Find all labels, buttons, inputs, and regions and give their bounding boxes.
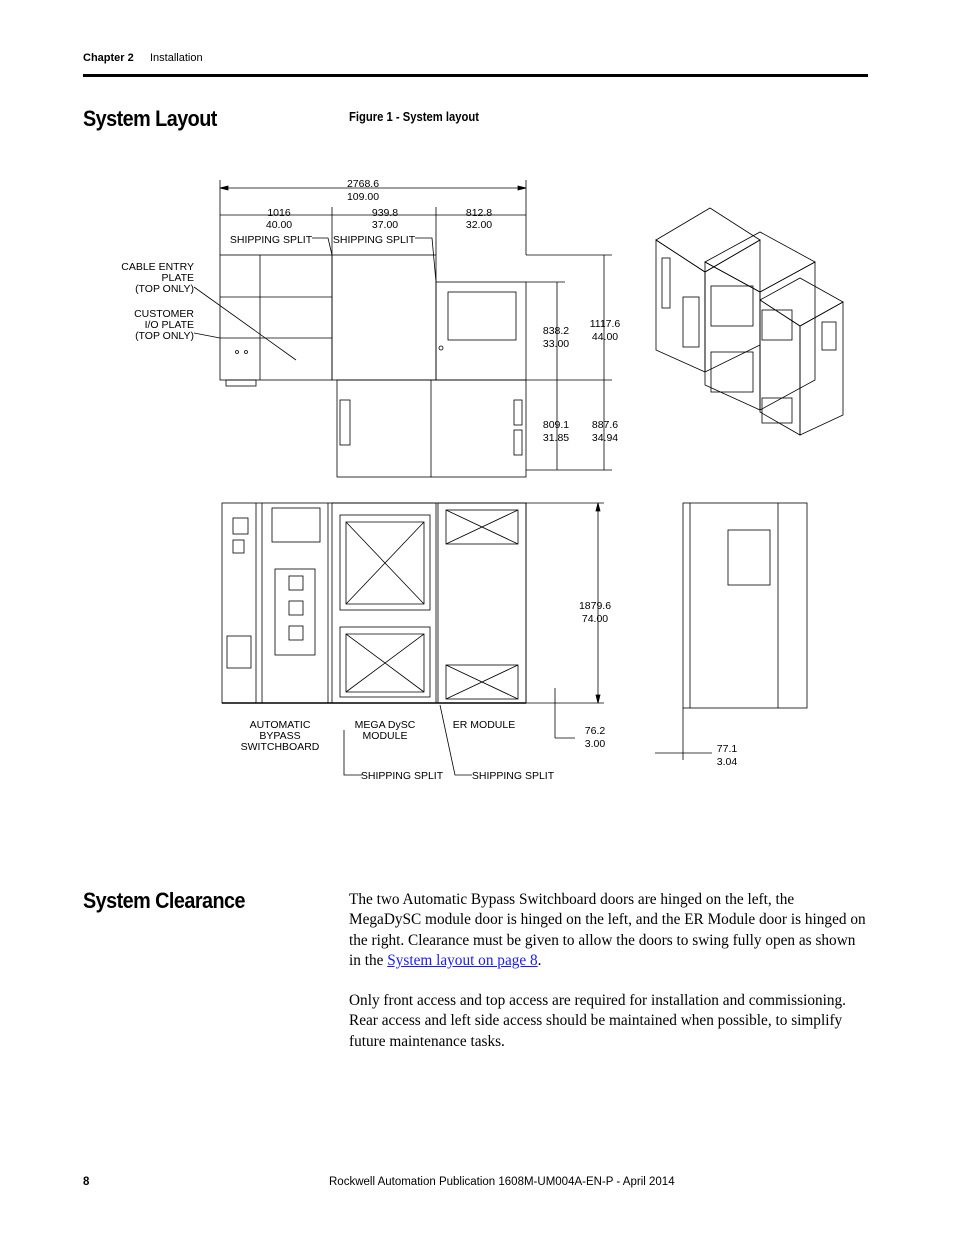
publication-footer: Rockwell Automation Publication 1608M-UM004A-EN-P - April 2014 <box>329 1176 675 1188</box>
customer-io-label-1: CUSTOMER <box>134 308 194 320</box>
dim-base-mm: 76.2 <box>584 725 606 737</box>
section-heading-system-layout: System Layout <box>83 106 217 131</box>
dim-seg2-mm: 939.8 <box>371 207 399 219</box>
dim-base-in: 3.00 <box>584 738 606 750</box>
cable-entry-label-2: PLATE <box>161 272 194 284</box>
paragraph-text-end: . <box>537 951 542 969</box>
abs-label-2: BYPASS <box>259 730 301 742</box>
isometric-view-drawing <box>656 208 843 435</box>
shipping-split-label-3: SHIPPING SPLIT <box>360 770 444 782</box>
mega-label-2: MODULE <box>362 730 408 742</box>
dim-height-in: 74.00 <box>581 613 609 625</box>
front-view-drawing <box>222 503 611 782</box>
dim-overall-mm: 2768.6 <box>346 178 380 190</box>
dim-door1-in: 31.85 <box>542 432 570 444</box>
dim-offset-mm: 77.1 <box>716 743 738 755</box>
dim-seg1-in: 40.00 <box>265 219 293 231</box>
shipping-split-label-2: SHIPPING SPLIT <box>332 234 416 246</box>
dim-height-mm: 1879.6 <box>578 600 612 612</box>
shipping-split-label-1: SHIPPING SPLIT <box>229 234 313 246</box>
shipping-split-label-4: SHIPPING SPLIT <box>471 770 555 782</box>
dim-depth2-mm: 1117.6 <box>589 318 621 330</box>
er-module-label: ER MODULE <box>452 719 516 731</box>
mega-label-1: MEGA DySC <box>354 719 416 731</box>
dim-seg3-mm: 812.8 <box>465 207 493 219</box>
page-number: 8 <box>83 1176 90 1188</box>
paragraph-text: The two Automatic Bypass Switchboard doors are hinged on the left, the MegaDySC module door is hinged on the left, and the ER Module door is hinged on the right. Clearance must be given to allow the doors to swing fully open as shown in the <box>349 891 866 969</box>
side-view-drawing <box>655 503 807 768</box>
top-view-drawing <box>121 178 620 477</box>
dim-depth-mm: 838.2 <box>542 325 570 337</box>
dim-depth-in: 33.00 <box>542 338 570 350</box>
customer-io-label-3: (TOP ONLY) <box>135 330 194 342</box>
cable-entry-label-3: (TOP ONLY) <box>135 283 194 295</box>
header-section: Installation <box>150 52 203 64</box>
dim-door1-mm: 809.1 <box>542 419 570 431</box>
header-chapter: Chapter 2 <box>83 52 134 64</box>
paragraph-access: Only front access and top access are required for installation and commissioning. Rear access and left side access should be maintained when possible, to simplify future maintenance tasks. <box>349 992 846 1050</box>
dim-offset-in: 3.04 <box>716 756 738 768</box>
dim-seg3-in: 32.00 <box>465 219 493 231</box>
paragraph-door-hinges <box>349 890 869 971</box>
dim-door2-in: 34.94 <box>591 432 619 444</box>
dim-seg2-in: 37.00 <box>371 219 399 231</box>
section-heading-system-clearance: System Clearance <box>83 888 245 913</box>
abs-label-3: SWITCHBOARD <box>240 741 320 753</box>
abs-label-1: AUTOMATIC <box>249 719 311 731</box>
dim-seg1-mm: 1016 <box>267 207 291 219</box>
customer-io-label-2: I/O PLATE <box>144 319 194 331</box>
cable-entry-label-1: CABLE ENTRY <box>121 261 194 273</box>
system-layout-link[interactable]: System layout on page 8 <box>387 951 538 969</box>
dim-depth2-in: 44.00 <box>591 331 619 343</box>
dim-overall-in: 109.00 <box>346 191 380 203</box>
dim-door2-mm: 887.6 <box>591 419 619 431</box>
figure-caption: Figure 1 - System layout <box>349 110 480 124</box>
